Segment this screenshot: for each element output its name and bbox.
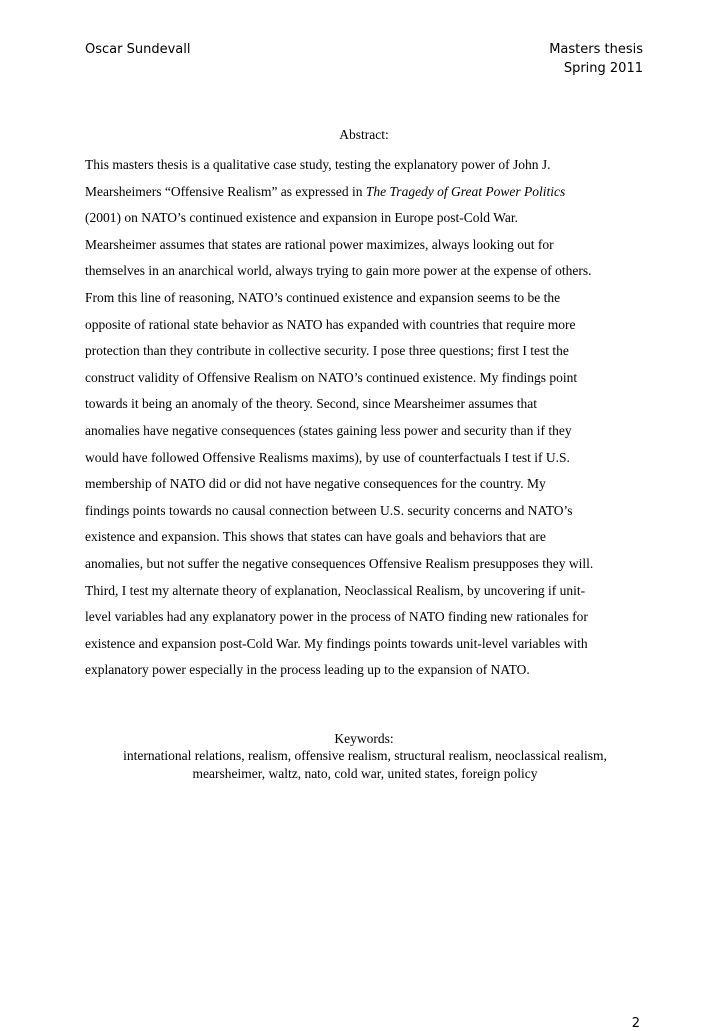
keywords-body [85, 747, 645, 783]
abstract-line: Mearsheimer assumes that states are rational power maximizes, always looking out for [85, 236, 554, 252]
abstract-line: existence and expansion post-Cold War. My findings points towards unit-level variables with [85, 635, 588, 651]
abstract-line: This masters thesis is a qualitative case study, testing the explanatory power of John J. [85, 157, 551, 172]
abstract-line: themselves in an anarchical world, always trying to gain more power at the expense of others. [85, 263, 592, 279]
abstract-line: existence and expansion. This shows that states can have goals and behaviors that are [85, 529, 546, 545]
page-number: 2 [631, 1016, 640, 1031]
abstract-line [85, 179, 653, 206]
abstract-line: protection than they contribute in collective security. I pose three questions; first I test the [85, 343, 569, 359]
header-right [549, 40, 643, 78]
abstract-line: membership of NATO did or did not have negative consequences for the country. My [85, 476, 546, 492]
abstract-line: From this line of reasoning, NATO’s continued existence and expansion seems to be the [85, 289, 561, 305]
document-type: Masters thesis [549, 42, 643, 57]
abstract-body [85, 152, 653, 684]
abstract-line: findings points towards no causal connection between U.S. security concerns and NATO’s [85, 502, 573, 518]
keywords-line: international relations, realism, offensive realism, structural realism, neoclassical realism, [123, 748, 607, 763]
abstract-heading: Abstract: [339, 127, 389, 142]
abstract-line: towards it being an anomaly of the theory. Second, since Mearsheimer assumes that [85, 396, 537, 412]
abstract-line-text: Mearsheimers “Offensive Realism” as expressed in [85, 183, 366, 199]
abstract-line: Third, I test my alternate theory of explanation, Neoclassical Realism, by uncovering if unit- [85, 582, 586, 598]
book-title: The Tragedy of Great Power Politics [365, 183, 566, 199]
abstract-line: level variables had any explanatory power in the process of NATO finding new rationales for [85, 609, 588, 625]
abstract-line: opposite of rational state behavior as NATO has expanded with countries that require more [85, 316, 576, 332]
author-name: Oscar Sundevall [85, 42, 191, 57]
abstract-line: anomalies have negative consequences (states gaining less power and security than if they [85, 422, 572, 438]
abstract-line: (2001) on NATO’s continued existence and expansion in Europe post-Cold War. [85, 210, 518, 226]
keywords-line: mearsheimer, waltz, nato, cold war, united states, foreign policy [192, 766, 538, 781]
abstract-line: anomalies, but not suffer the negative consequences Offensive Realism presupposes they will. [85, 555, 594, 571]
keywords-heading: Keywords: [334, 731, 394, 746]
term-label: Spring 2011 [563, 61, 643, 76]
abstract-line: explanatory power especially in the process leading up to the expansion of NATO. [85, 662, 530, 678]
abstract-line: construct validity of Offensive Realism on NATO’s continued existence. My findings point [85, 369, 578, 385]
abstract-line: would have followed Offensive Realisms maxims), by use of counterfactuals I test if U.S. [85, 449, 570, 465]
